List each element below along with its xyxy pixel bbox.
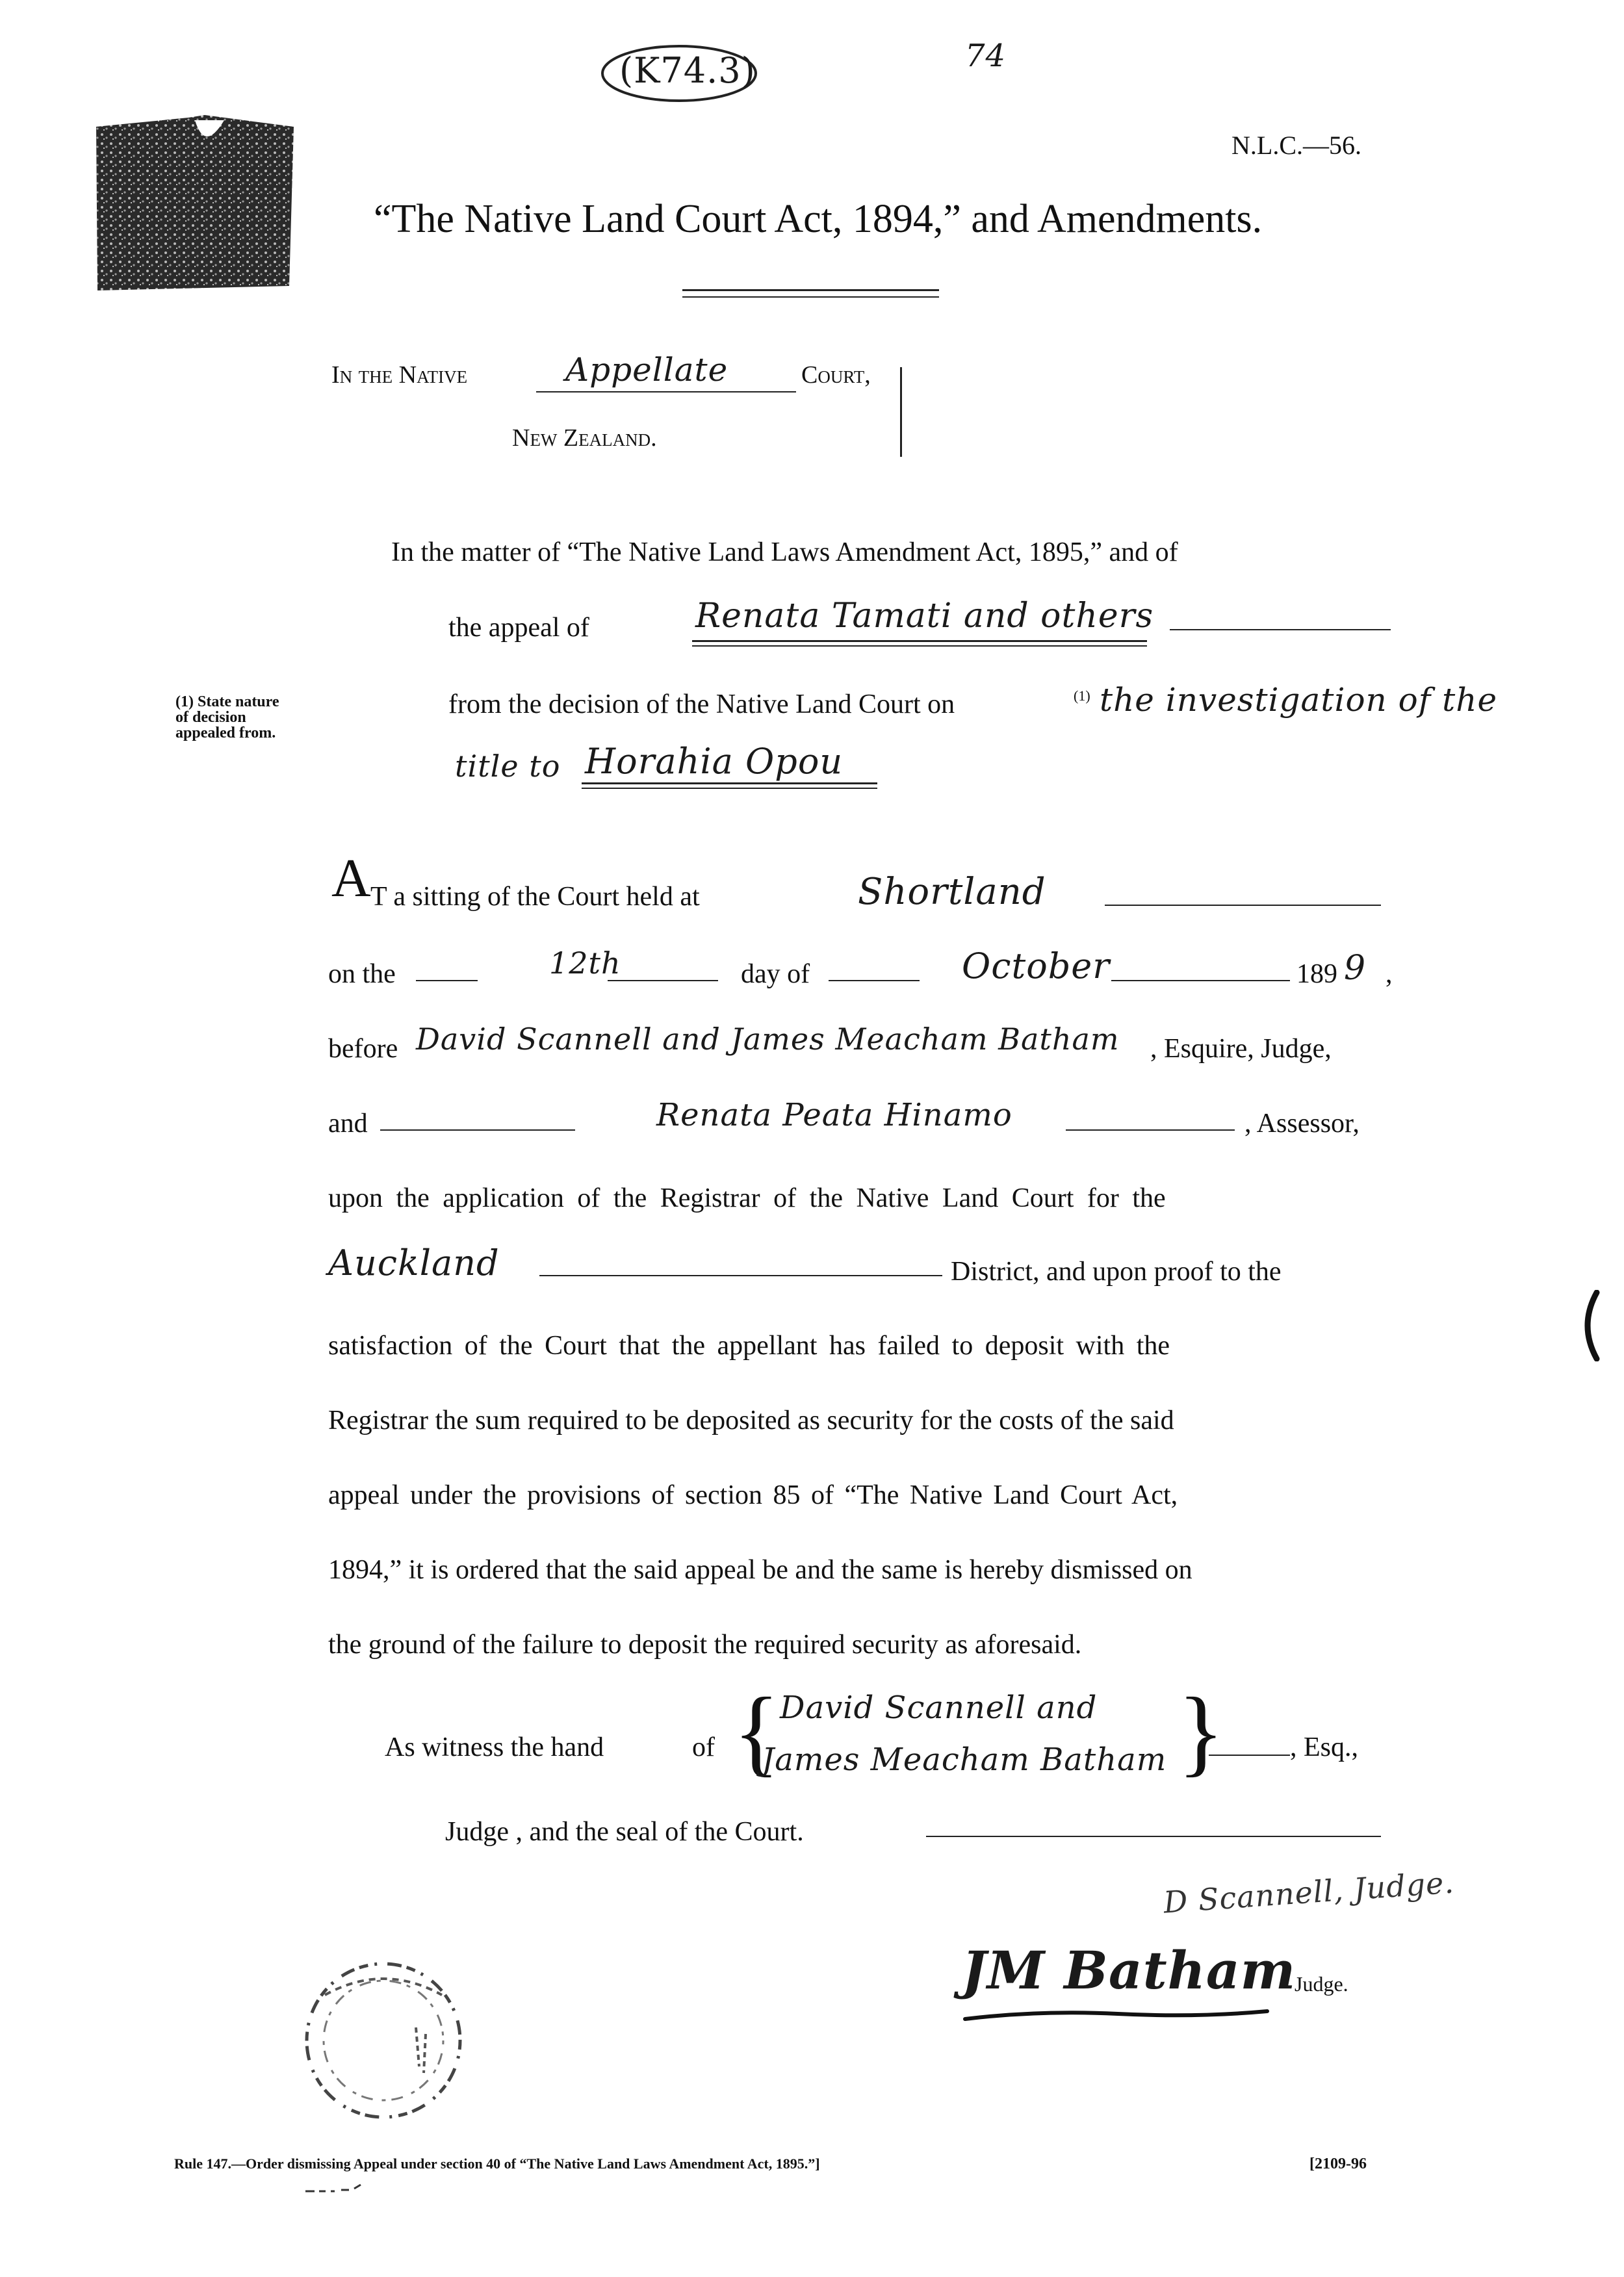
before-label: before (328, 1034, 398, 1064)
witness-of: of (692, 1732, 715, 1762)
assessor-line (1066, 1129, 1235, 1131)
and-line (380, 1129, 575, 1131)
appeal-prefix: the appeal of (448, 613, 589, 643)
block-underline-2 (582, 788, 877, 789)
day-of-label: day of (741, 959, 810, 989)
appellant-underline-1 (692, 640, 1147, 642)
decision-text-1: the investigation of the (1100, 681, 1498, 719)
file-reference-annotation (595, 36, 764, 114)
body-line-1: upon the application of the Registrar of the Native Land Court for the (328, 1183, 1166, 1213)
year-handwritten: 9 (1344, 949, 1367, 988)
esquire-judge-label: , Esquire, Judge, (1150, 1034, 1332, 1064)
margin-note-line-2: of decision (175, 709, 246, 726)
year-comma: , (1386, 959, 1393, 989)
title-double-rule-top (682, 289, 939, 291)
judges-names: David Scannell and James Meacham Batham (416, 1022, 1120, 1057)
judge-label: Judge. (1295, 1972, 1348, 1996)
day-of-line (829, 980, 920, 981)
matter-line-1: In the matter of “The Native Land Laws Amendment Act, 1895,” and of (391, 537, 1178, 567)
court-suffix: Court, (801, 361, 871, 389)
corner-stamp (91, 114, 298, 296)
signature-batham: JM Batham (962, 1940, 1296, 2001)
decision-prefix: from the decision of the Native Land Court on (448, 689, 955, 719)
district-line (539, 1275, 942, 1276)
assessor-label: , Assessor, (1244, 1109, 1360, 1138)
body-line-3: satisfaction of the Court that the appellant has failed to deposit with the (328, 1331, 1170, 1361)
edge-artifact (1576, 1290, 1602, 1361)
witness-line (1209, 1755, 1290, 1756)
court-name-line (536, 391, 796, 392)
appellant-trailing-line (1170, 629, 1391, 630)
decision-text-2: title to (455, 749, 561, 784)
body-line-7: the ground of the failure to deposit the required security as aforesaid. (328, 1630, 1082, 1660)
body-line-6: 1894,” it is ordered that the said appeal be and the same is hereby dismissed on (328, 1555, 1192, 1585)
margin-note-line-3: appealed from. (175, 725, 276, 741)
decision-marker: (1) (1074, 688, 1090, 704)
district-name: Auckland (328, 1242, 500, 1283)
document-title: “The Native Land Court Act, 1894,” and Amendments. (374, 197, 1263, 241)
signature-flourish (962, 2005, 1274, 2024)
appellant-underline-2 (692, 645, 1147, 647)
form-code: N.L.C.—56. (1231, 131, 1361, 160)
on-the-label: on the (328, 959, 396, 989)
court-prefix: In the Native (331, 361, 468, 389)
witness-line-2: Judge , and the seal of the Court. (445, 1817, 804, 1847)
and-label: and (328, 1109, 368, 1138)
footer-rule-text: Rule 147.—Order dismissing Appeal under section 40 of “The Native Land Laws Amendment Act, 1895.”] (174, 2155, 820, 2172)
body-line-4: Registrar the sum required to be deposited as security for the costs of the said (328, 1406, 1174, 1435)
top-pencil-mark: 74 (965, 38, 1007, 74)
witness-prefix: As witness the hand (385, 1732, 604, 1762)
sitting-line-1: T a sitting of the Court held at (370, 882, 700, 912)
year-printed: 189 (1296, 959, 1337, 989)
sitting-month: October (962, 946, 1111, 986)
court-name: Appellate (565, 351, 728, 389)
margin-note-line-1: (1) State nature (175, 693, 279, 710)
block-underline-1 (582, 782, 877, 784)
assessor-name: Renata Peata Hinamo (656, 1097, 1012, 1133)
witness-line-2-trailing (926, 1836, 1381, 1837)
place-line (1105, 905, 1381, 906)
court-seal (286, 1943, 481, 2138)
sitting-place: Shortland (858, 871, 1046, 913)
witness-open-brace: { (733, 1678, 780, 1786)
court-line (331, 361, 467, 389)
on-the-line (416, 980, 478, 981)
day-line (608, 980, 718, 981)
sitting-day: 12th (549, 946, 621, 981)
signature-scannell: D Scannell, Judge. (1162, 1864, 1456, 1920)
witness-esq: , Esq., (1290, 1732, 1358, 1762)
month-line (1111, 980, 1290, 981)
drop-cap: A (331, 848, 371, 908)
footer-scan-marks (302, 2183, 380, 2196)
witness-close-brace: } (1178, 1678, 1224, 1786)
title-double-rule-bottom (682, 296, 939, 298)
footer-code: [2109-96 (1309, 2155, 1367, 2172)
body-line-5: appeal under the provisions of section 85 of “The Native Land Court Act, (328, 1480, 1178, 1510)
block-name: Horahia Opou (585, 741, 844, 782)
body-line-2: District, and upon proof to the (951, 1257, 1282, 1287)
witness-name-1: David Scannell and (780, 1690, 1098, 1726)
witness-name-2: James Meacham Batham (762, 1742, 1167, 1778)
file-reference-text: (K74.3) (619, 50, 756, 91)
appellant-name: Renata Tamati and others (695, 597, 1154, 636)
court-country: New Zealand. (512, 424, 657, 452)
court-bracket (900, 367, 902, 457)
margin-note (175, 694, 279, 741)
